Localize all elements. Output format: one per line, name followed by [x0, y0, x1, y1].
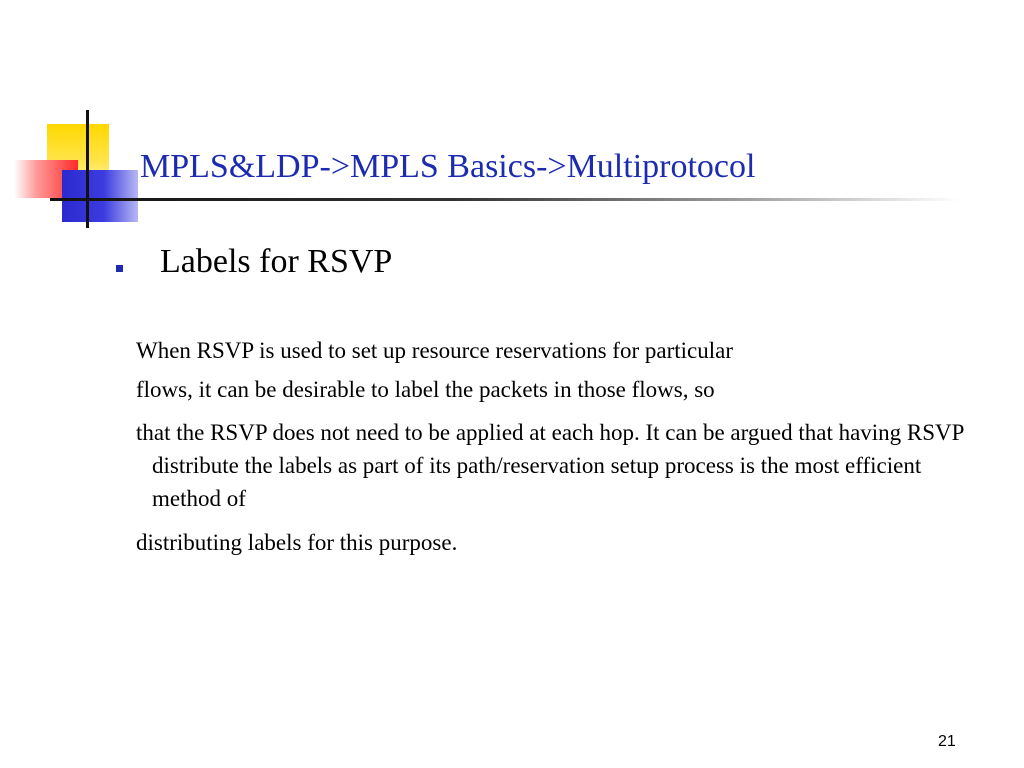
page-number: 21 — [938, 733, 956, 750]
title-underline — [50, 198, 960, 201]
body-line-4: distributing labels for this purpose. — [136, 530, 458, 555]
bullet-square-icon — [116, 265, 123, 272]
decor-vertical-line — [86, 110, 89, 228]
slide-decoration — [0, 0, 160, 240]
bullet-heading: Labels for RSVP — [160, 243, 393, 280]
body-line-2: flows, it can be desirable to label the packets in those flows, so — [136, 377, 715, 402]
body-paragraph-3: that the RSVP does not need to be applied at each hop. It can be argued that having RSVP distribute the labels as part of its path/reservation setup process is the most efficient method of — [136, 420, 964, 511]
body-line-1: When RSVP is used to set up resource reservations for particular — [136, 338, 733, 363]
slide-title: MPLS&LDP->MPLS Basics->Multiprotocol — [140, 148, 756, 185]
decor-blue-square — [62, 170, 138, 222]
